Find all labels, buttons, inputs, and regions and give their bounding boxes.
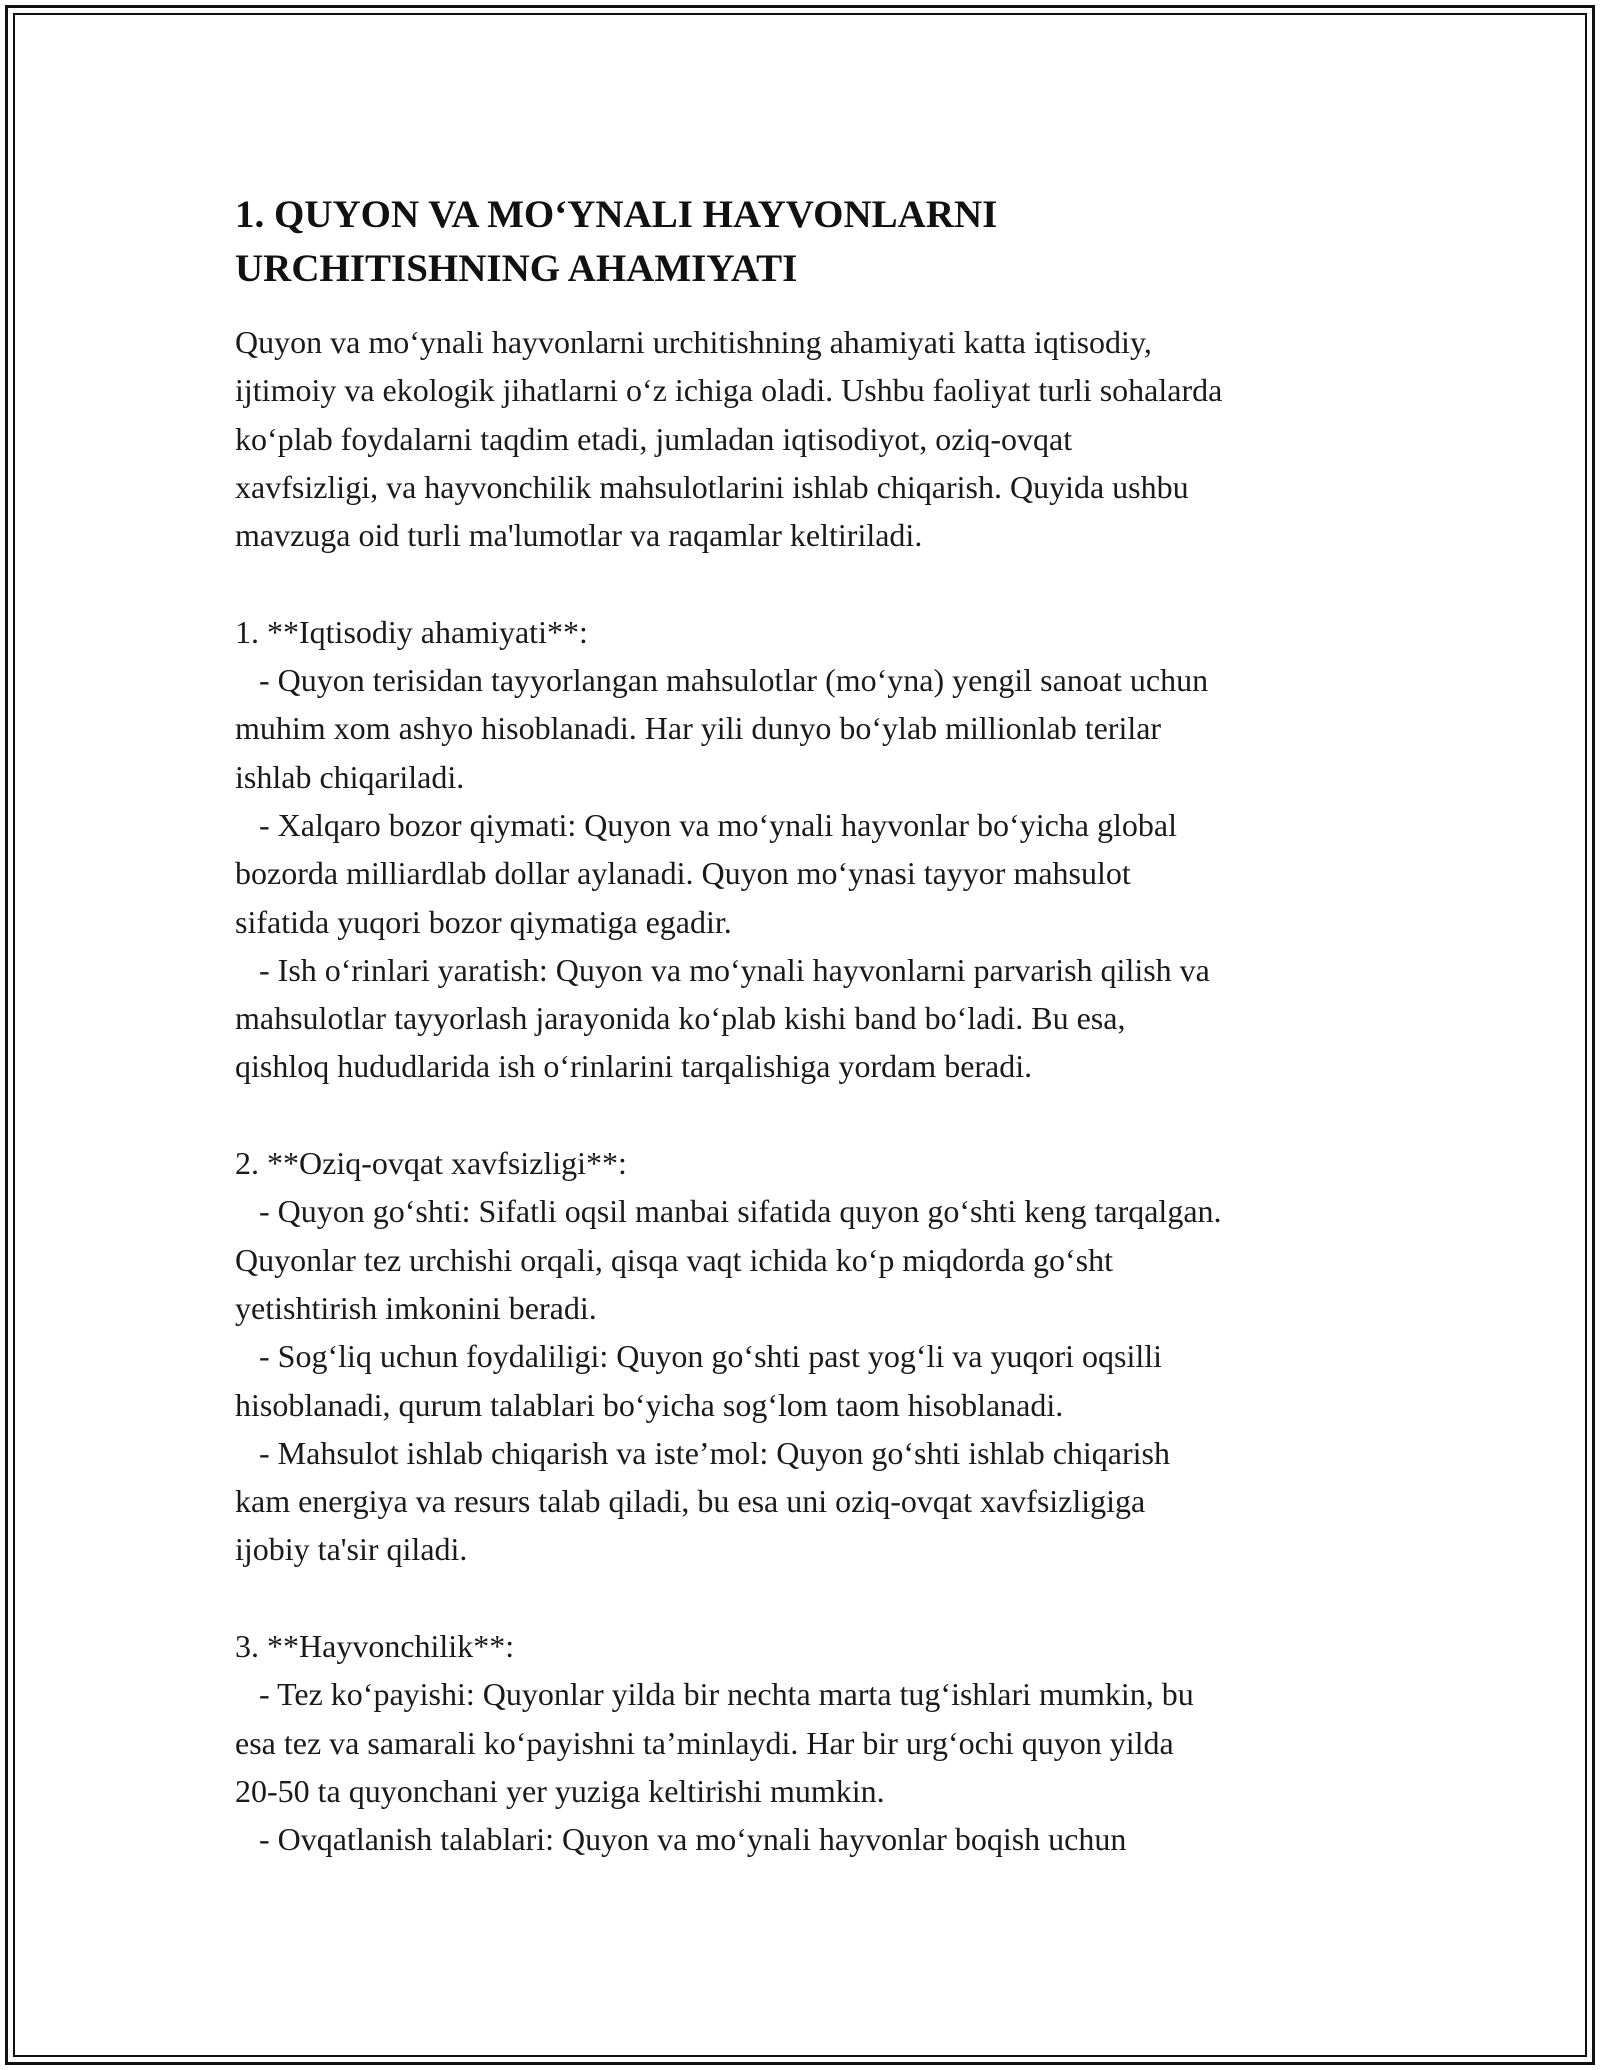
title-line: 1. QUYON VA MO‘YNALI HAYVONLARNI [235, 193, 998, 236]
text-line: yetishtirish imkonini beradi. [235, 1289, 597, 1326]
text-line: bozorda milliardlab dollar aylanadi. Quyon mo‘ynasi tayyor mahsulot [235, 855, 1131, 892]
section-heading: 3. **Hayvonchilik**: [235, 1628, 515, 1665]
text-line: mahsulotlar tayyorlash jarayonida ko‘plab kishi band bo‘ladi. Bu esa, [235, 1000, 1126, 1037]
text-line: - Quyon terisidan tayyorlangan mahsulotlar (mo‘yna) yengil sanoat uchun [235, 662, 1209, 699]
text-line: - Sog‘liq uchun foydaliligi: Quyon go‘shti past yog‘li va yuqori oqsilli [235, 1338, 1163, 1375]
text-line: ishlab chiqariladi. [235, 758, 465, 795]
text-line: 20-50 ta quyonchani yer yuziga keltirishi mumkin. [235, 1772, 885, 1809]
text-line: mavzuga oid turli ma'lumotlar va raqamlar keltiriladi. [235, 517, 923, 554]
text-line: qishloq hududlarida ish o‘rinlarini tarqalishiga yordam beradi. [235, 1048, 1033, 1085]
text-line: xavfsizligi, va hayvonchilik mahsulotlarini ishlab chiqarish. Quyida ushbu [235, 468, 1189, 505]
paragraph-gap [235, 1574, 1375, 1622]
paragraph-gap [235, 559, 1375, 607]
section-heading: 2. **Oziq-ovqat xavfsizligi**: [235, 1145, 627, 1182]
text-line: ijobiy ta'sir qiladi. [235, 1531, 468, 1568]
text-line: - Mahsulot ishlab chiqarish va iste’mol: Quyon go‘shti ishlab chiqarish [235, 1434, 1170, 1471]
text-line: Quyonlar tez urchishi orqali, qisqa vaqt ichida ko‘p miqdorda go‘sht [235, 1241, 1114, 1278]
paragraph-gap [235, 1091, 1375, 1139]
text-line: Quyon va mo‘ynali hayvonlarni urchitishning ahamiyati katta iqtisodiy, [235, 324, 1152, 360]
text-line: - Ovqatlanish talablari: Quyon va mo‘ynali hayvonlar boqish uchun [235, 1821, 1127, 1858]
document-title [235, 188, 1375, 296]
text-line: - Ish o‘rinlari yaratish: Quyon va mo‘ynali hayvonlarni parvarish qilish va [235, 951, 1210, 988]
intro-paragraph [235, 318, 1375, 559]
section-economic [235, 608, 1375, 1091]
document-body [235, 188, 1375, 1864]
text-line: kam energiya va resurs talab qiladi, bu esa uni oziq-ovqat xavfsizligiga [235, 1483, 1146, 1520]
text-line: ko‘plab foydalarni taqdim etadi, jumladan iqtisodiyot, oziq-ovqat [235, 420, 1073, 457]
section-livestock [235, 1622, 1375, 1863]
section-heading: 1. **Iqtisodiy ahamiyati**: [235, 613, 588, 650]
text-line: - Tez ko‘payishi: Quyonlar yilda bir nechta marta tug‘ishlari mumkin, bu [235, 1676, 1194, 1713]
text-line: muhim xom ashyo hisoblanadi. Har yili dunyo bo‘ylab millionlab terilar [235, 710, 1162, 747]
text-line: esa tez va samarali ko‘payishni ta’minlaydi. Har bir urg‘ochi quyon yilda [235, 1724, 1174, 1761]
text-line: sifatida yuqori bozor qiymatiga egadir. [235, 903, 732, 940]
section-food-security [235, 1139, 1375, 1574]
text-line: - Xalqaro bozor qiymati: Quyon va mo‘ynali hayvonlar bo‘yicha global [235, 806, 1177, 843]
text-line: ijtimoiy va ekologik jihatlarni o‘z ichiga oladi. Ushbu faoliyat turli sohalarda [235, 372, 1223, 409]
text-line: - Quyon go‘shti: Sifatli oqsil manbai sifatida quyon go‘shti keng tarqalgan. [235, 1193, 1222, 1230]
text-line: hisoblanadi, qurum talablari bo‘yicha sog‘lom taom hisoblanadi. [235, 1386, 1064, 1423]
title-line: URCHITISHNING AHAMIYATI [235, 247, 798, 290]
